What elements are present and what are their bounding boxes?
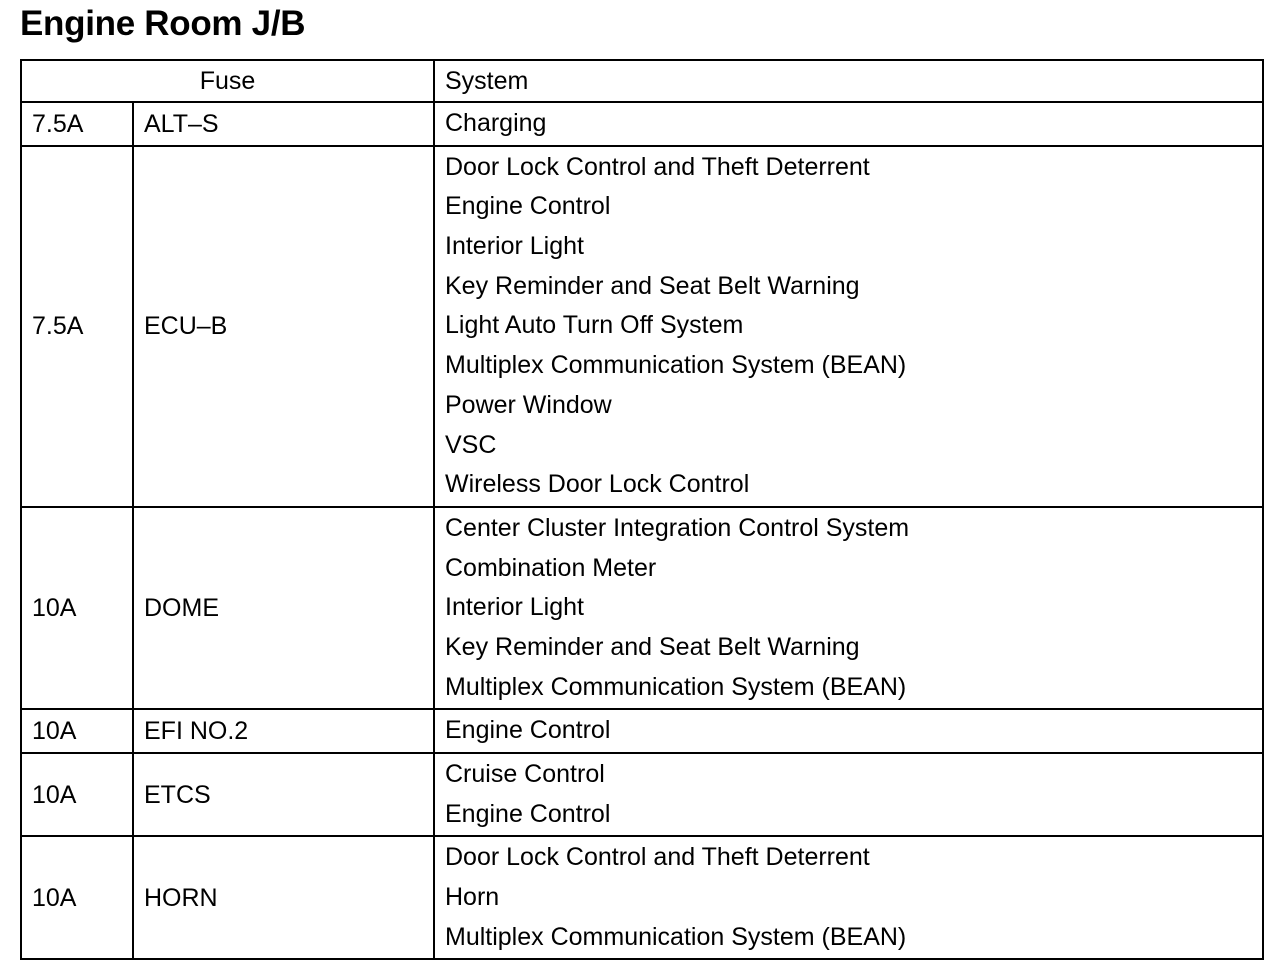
system-item: Key Reminder and Seat Belt Warning xyxy=(445,271,860,300)
system-item: Center Cluster Integration Control System xyxy=(445,513,910,542)
system-item: Cruise Control xyxy=(445,760,605,788)
fuse-amperage: 10A xyxy=(21,836,133,959)
system-item: Combination Meter xyxy=(445,553,657,582)
table-row xyxy=(21,507,1263,709)
system-item: Charging xyxy=(445,109,547,137)
system-item: Multiplex Communication System (BEAN) xyxy=(445,672,907,701)
fuse-systems xyxy=(434,507,1263,709)
system-item: Horn xyxy=(445,883,500,912)
system-item: Multiplex Communication System (BEAN) xyxy=(445,922,907,951)
system-item: Engine Control xyxy=(445,799,611,828)
fuse-systems xyxy=(434,709,1263,753)
fuse-amperage: 10A xyxy=(21,709,133,753)
fuse-amperage: 10A xyxy=(21,753,133,836)
fuse-rows xyxy=(21,102,1263,959)
fuse-name: HORN xyxy=(133,836,434,959)
fuse-name: ALT–S xyxy=(133,102,434,146)
fuse-amperage: 10A xyxy=(21,507,133,709)
column-header-fuse: Fuse xyxy=(21,60,434,102)
fuse-systems xyxy=(434,753,1263,836)
fuse-systems xyxy=(434,146,1263,507)
fuse-name: ECU–B xyxy=(133,146,434,507)
system-item: VSC xyxy=(445,430,497,459)
fuse-amperage: 7.5A xyxy=(21,102,133,146)
fuse-table xyxy=(20,59,1264,960)
fuse-systems xyxy=(434,102,1263,146)
fuse-name: EFI NO.2 xyxy=(133,709,434,753)
table-row xyxy=(21,753,1263,836)
fuse-name: ETCS xyxy=(133,753,434,836)
table-row xyxy=(21,709,1263,753)
system-item: Key Reminder and Seat Belt Warning xyxy=(445,632,860,661)
system-item: Power Window xyxy=(445,390,612,419)
system-item: Engine Control xyxy=(445,716,611,745)
system-item: Interior Light xyxy=(445,593,584,622)
table-header-row xyxy=(21,60,1263,102)
system-item: Door Lock Control and Theft Deterrent xyxy=(445,843,870,872)
system-item: Interior Light xyxy=(445,232,584,261)
page-title: Engine Room J/B xyxy=(20,4,306,43)
fuse-amperage: 7.5A xyxy=(21,146,133,507)
system-item: Door Lock Control and Theft Deterrent xyxy=(445,152,870,181)
fuse-name: DOME xyxy=(133,507,434,709)
column-header-system: System xyxy=(434,60,1263,102)
table-row xyxy=(21,836,1263,959)
system-item: Light Auto Turn Off System xyxy=(445,311,744,340)
fuse-systems xyxy=(434,836,1263,959)
system-item: Engine Control xyxy=(445,192,611,221)
table-row xyxy=(21,102,1263,146)
table-row xyxy=(21,146,1263,507)
system-item: Multiplex Communication System (BEAN) xyxy=(445,351,907,380)
system-item: Wireless Door Lock Control xyxy=(445,470,750,499)
